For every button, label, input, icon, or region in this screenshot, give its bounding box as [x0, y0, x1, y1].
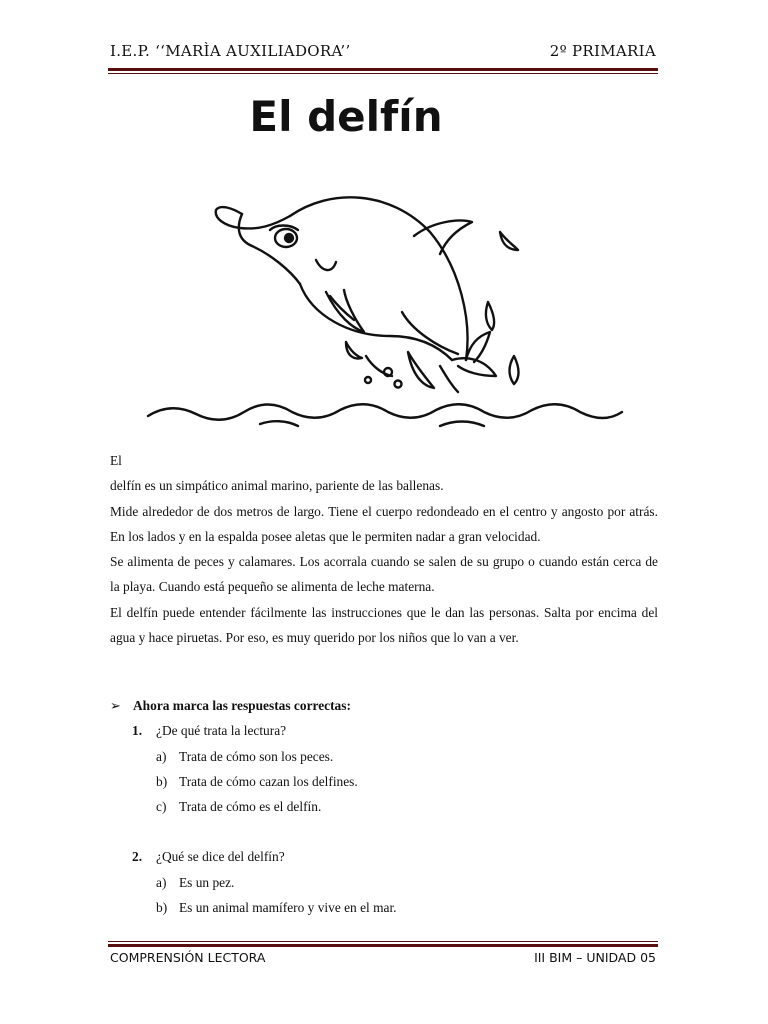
reading-text	[110, 448, 658, 650]
footer-unit: III BIM – UNIDAD 05	[534, 950, 656, 965]
option-text: Trata de cómo es el delfín.	[179, 799, 322, 815]
question-2	[110, 844, 658, 869]
question-1	[110, 718, 658, 743]
option-letter: b)	[156, 900, 168, 916]
header-rule-thin	[108, 73, 658, 74]
footer-rule-thin	[108, 941, 658, 942]
option-text: Trata de cómo son los peces.	[179, 748, 334, 764]
page-title: El delfín	[249, 92, 443, 141]
instruction	[110, 693, 658, 718]
dolphin-jumping-icon	[140, 180, 630, 440]
instruction-text: Ahora marca las respuestas correctas:	[133, 698, 351, 713]
option-letter: a)	[156, 748, 167, 764]
answer-option[interactable]	[110, 794, 658, 819]
option-letter: b)	[156, 773, 168, 789]
question-text: ¿De qué trata la lectura?	[156, 723, 287, 739]
answer-option[interactable]	[110, 769, 658, 794]
option-letter: c)	[156, 799, 167, 815]
option-text: Trata de cómo cazan los delfines.	[179, 773, 358, 789]
reading-paragraph: Mide alrededor de dos metros de largo. Tiene el cuerpo redondeado en el centro y angosto por atrás. En los lados y en la espalda posee aletas que le permiten nadar a gran velocidad.	[110, 503, 658, 544]
reading-paragraph: El	[110, 453, 122, 468]
answer-option[interactable]	[110, 744, 658, 769]
question-number: 1.	[132, 723, 143, 739]
option-letter: a)	[156, 874, 167, 890]
questions-section	[110, 693, 658, 920]
school-name: I.E.P. ‘‘MARÌA AUXILIADORA’’	[110, 42, 351, 60]
question-number: 2.	[132, 849, 143, 865]
page-header	[110, 42, 656, 68]
option-text: Es un pez.	[179, 874, 235, 890]
arrow-bullet-icon: ➢	[110, 698, 121, 713]
answer-option[interactable]	[110, 870, 658, 895]
reading-paragraph: El delfín puede entender fácilmente las instrucciones que le dan las personas. Salta por encima del agua y hace piruetas. Por eso, es muy querido por los niños que lo van a ver.	[110, 604, 658, 646]
page-footer	[110, 950, 656, 970]
header-rule-thick	[108, 68, 658, 71]
footer-subject: COMPRENSIÓN LECTORA	[110, 950, 266, 965]
footer-rule-thick	[108, 944, 658, 947]
answer-option[interactable]	[110, 895, 658, 920]
option-text: Es un animal mamífero y vive en el mar.	[179, 900, 397, 916]
reading-paragraph: delfín es un simpático animal marino, pariente de las ballenas.	[110, 478, 444, 494]
question-text: ¿Qué se dice del delfín?	[156, 849, 285, 865]
grade-label: 2º PRIMARIA	[549, 42, 656, 60]
spacer	[110, 819, 658, 844]
reading-paragraph: Se alimenta de peces y calamares. Los acorrala cuando se salen de su grupo o cuando están cerca de la playa. Cuando está pequeño se alimenta de leche materna.	[110, 554, 658, 595]
